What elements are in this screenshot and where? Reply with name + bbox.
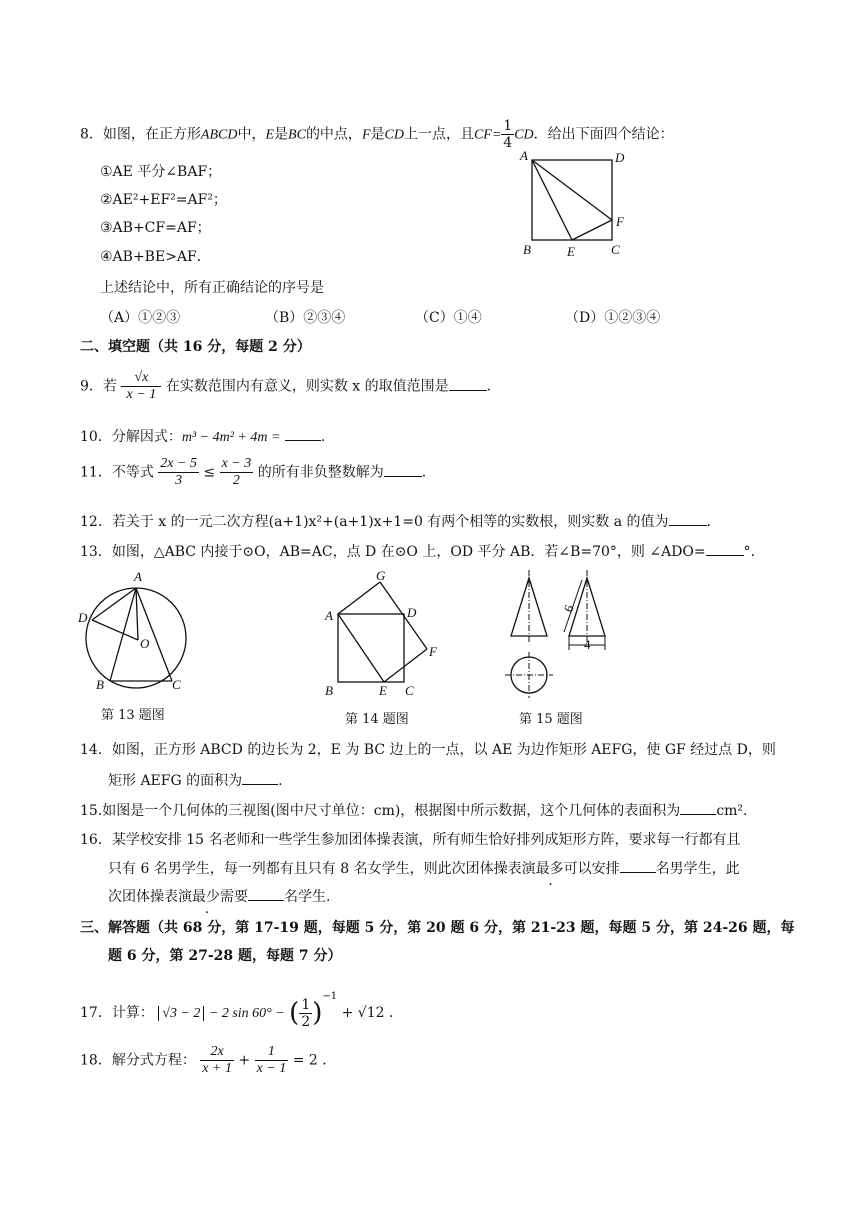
- svg-text:D: D: [615, 150, 625, 165]
- q9-answer-blank[interactable]: [449, 376, 487, 391]
- q18: 18．解分式方程： $\frac{2x}{x + 1}$ + $\frac{1}{x - 1}$ = 2 ．: [80, 1044, 337, 1076]
- q11: 11．不等式 $\frac{2x - 5}{3}$ ≤ $\frac{x - 3}{2}$ 的所有非负整数解为 .: [80, 456, 427, 488]
- svg-text:G: G: [376, 570, 386, 583]
- q8-conclusion-1: ①AE 平分∠BAF；: [100, 164, 222, 180]
- svg-text:C: C: [405, 683, 414, 698]
- q16-line1: 16．某学校安排 15 名老师和一些学生参加团体操表演，所有师生恰好排列成矩形方阵，要求每一行都有且: [80, 832, 741, 848]
- q8-stem: 8．如图，在正方形ABCD中，E是BC的中点，F是CD上一点，且CF= $\frac{1}{4}$ CD．给出下面四个结论：: [80, 118, 674, 151]
- svg-text:C: C: [172, 677, 181, 692]
- section-3-heading-line1: 三、解答题（共 68 分，第 17-19 题，每题 5 分，第 20 题 6 分，第 21-23 题，每题 5 分，第 24-26 题，每: [80, 920, 795, 936]
- q14-answer-blank[interactable]: [242, 770, 278, 785]
- q15-answer-blank[interactable]: [680, 800, 716, 815]
- q8-option-d: （D）①②③④: [565, 310, 661, 326]
- svg-text:C: C: [611, 242, 620, 257]
- q13: 13．如图，△ABC 内接于⊙O，AB=AC，点 D 在⊙O 上，OD 平分 AB．若∠B=70°，则 ∠ADO= °．: [80, 541, 765, 562]
- svg-text:F: F: [429, 644, 437, 659]
- q8-conclusion-4: ④AB+BE>AF．: [100, 249, 211, 265]
- q8-option-b: （B）②③④: [265, 310, 346, 326]
- fig14-caption: 第 14 题图: [345, 712, 409, 727]
- q11-answer-blank[interactable]: [384, 462, 422, 477]
- q9: 9．若 $\frac{√x}{x - 1}$ 在实数范围内有意义，则实数 x 的取值范围是 .: [80, 370, 492, 402]
- svg-text:E: E: [567, 244, 575, 259]
- fig14-rectangle-diagram: [320, 570, 450, 700]
- q17: 17．计算： √3 − 2 − 2 sin 60° − ( $\frac{1}{2}$ )$^{-1}$ + √12 ．: [80, 991, 403, 1030]
- q8-question: 上述结论中，所有正确结论的序号是: [100, 280, 324, 296]
- q8-conclusion-3: ③AB+CF=AF；: [100, 220, 211, 236]
- svg-text:B: B: [96, 677, 104, 692]
- svg-text:A: A: [134, 569, 142, 584]
- svg-text:A: A: [520, 148, 528, 163]
- fig13-caption: 第 13 题图: [101, 708, 165, 723]
- svg-text:B: B: [523, 242, 531, 257]
- q14-line2: 矩形 AEFG 的面积为 .: [108, 770, 283, 791]
- q12-answer-blank[interactable]: [669, 511, 707, 526]
- svg-text:B: B: [325, 683, 333, 698]
- svg-text:6: 6: [560, 602, 577, 615]
- svg-text:O: O: [140, 636, 150, 651]
- q16-line3: 次团体操表演最少需要 名学生.: [108, 886, 330, 907]
- q8-option-c: （C）①④: [415, 310, 482, 326]
- q8-fraction: $\frac{1}{4}$: [503, 118, 513, 151]
- q16-answer-blank-2[interactable]: [248, 886, 284, 901]
- q16-line2: 只有 6 名男学生，每一列都有且只有 8 名女学生，则此次团体操表演最多可以安排 名男学生，此: [108, 858, 740, 879]
- q8-conclusion-2: ②AE²+EF²=AF²；: [100, 192, 227, 208]
- svg-text:4: 4: [584, 637, 591, 652]
- svg-text:D: D: [407, 605, 417, 620]
- q8-option-a: （A）①②③: [100, 310, 181, 326]
- fig13-circle-diagram: [76, 568, 196, 698]
- q10: 10．分解因式：m³ − 4m² + 4m = .: [80, 426, 325, 448]
- fig15-caption: 第 15 题图: [519, 712, 583, 727]
- section-2-heading: 二、填空题（共 16 分，每题 2 分）: [80, 339, 311, 355]
- q13-answer-blank[interactable]: [706, 541, 744, 556]
- q16-answer-blank-1[interactable]: [620, 858, 656, 873]
- q8-figure: [515, 148, 635, 263]
- section-3-heading-line2: 题 6 分，第 27-28 题，每题 7 分）: [108, 948, 342, 964]
- svg-text:A: A: [325, 608, 333, 623]
- svg-text:F: F: [616, 214, 624, 229]
- fig15-three-views: [500, 570, 610, 705]
- q10-answer-blank[interactable]: [285, 426, 321, 441]
- q15: 15.如图是一个几何体的三视图(图中尺寸单位：cm)，根据图中所示数据，这个几何体的表面积为 cm².: [80, 800, 748, 821]
- q14-line1: 14．如图，正方形 ABCD 的边长为 2，E 为 BC 边上的一点，以 AE 为边作矩形 AEFG，使 GF 经过点 D，则: [80, 742, 776, 758]
- svg-text:E: E: [379, 683, 387, 698]
- svg-text:D: D: [78, 610, 88, 625]
- q12: 12．若关于 x 的一元二次方程(a+1)x²+(a+1)x+1=0 有两个相等的实数根，则实数 a 的值为 .: [80, 511, 711, 532]
